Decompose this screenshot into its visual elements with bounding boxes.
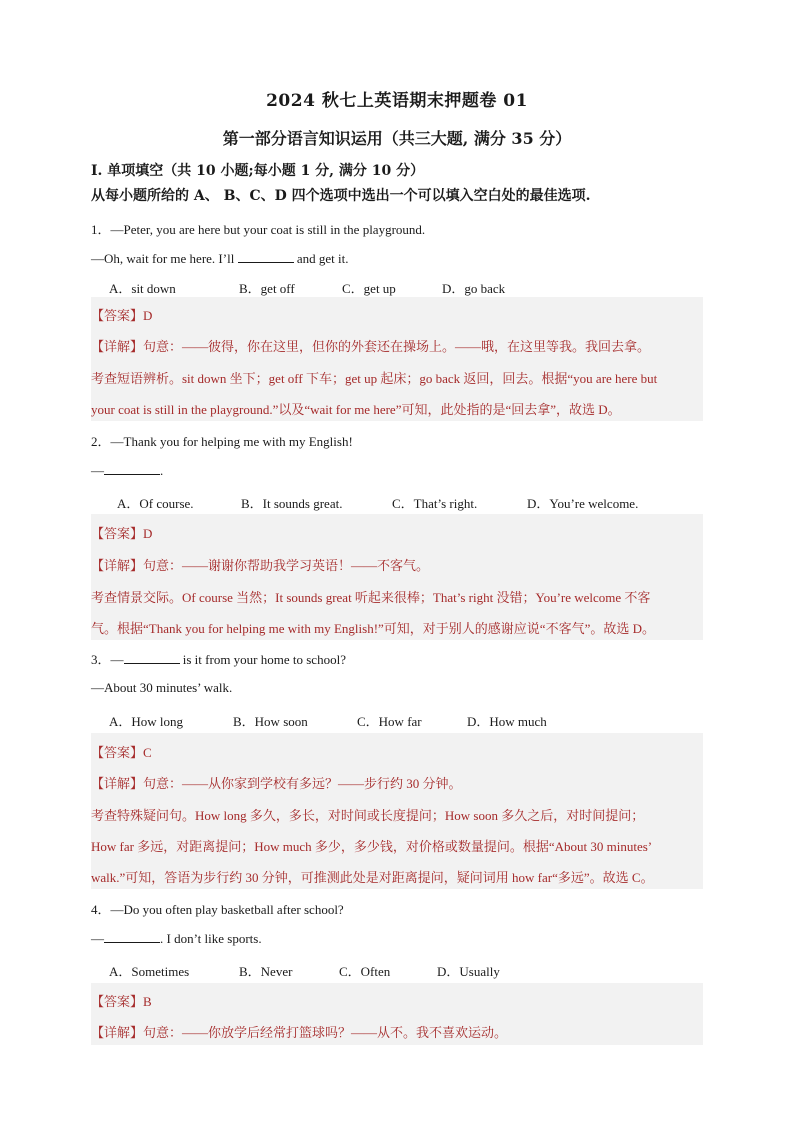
question-4-explain-1: 【详解】句意：——你放学后经常打篮球吗？——从不。我不喜欢运动。 (91, 1025, 508, 1040)
question-4-answer: 【答案】B (91, 994, 152, 1009)
question-3-answer: 【答案】C (91, 745, 152, 760)
question-2-reply-pre: — (91, 463, 104, 478)
question-1-reply-post: and get it. (293, 251, 349, 266)
question-2-reply-post: . (160, 463, 164, 478)
question-2-answer: 【答案】D (91, 526, 153, 541)
question-3-explain-1: 【详解】句意：——从你家到学校有多远？——步行约 30 分钟。 (91, 776, 462, 791)
question-1-reply (91, 250, 348, 267)
question-4-option-b: B．Never (239, 964, 293, 979)
question-3-explain-4: walk.”可知，答语为步行约 30 分钟，可推测此处是对距离提问，疑问词用 how far“多远”。故选 C。 (91, 870, 654, 885)
question-1-explain-3: your coat is still in the playground.”以及“wait for me here”可知，此处指的是“回去拿”，故选 D。 (91, 402, 621, 417)
question-4-option-a: A．Sometimes (109, 964, 190, 979)
part-heading: 第一部分语言知识运用（共三大题, 满分 35 分） (222, 129, 572, 148)
question-4-option-d: D．Usually (437, 964, 500, 979)
answer-blank (124, 651, 180, 664)
instruction-text: 从每小题所给的 A、 B、C、D 四个选项中选出一个可以填入空白处的最佳选项. (91, 188, 591, 204)
question-3-option-c: C．How far (357, 714, 422, 729)
question-4-reply-pre: — (91, 931, 104, 946)
question-4-reply-post: . I don’t like sports. (160, 931, 262, 946)
exam-title: 2024 秋七上英语期末押题卷 01 (266, 91, 528, 111)
answer-blank (104, 462, 160, 475)
question-2-explain-3: 气。根据“Thank you for helping me with my English!”可知，对于别人的感谢应说“不客气”。故选 D。 (91, 621, 655, 636)
question-2-stem: 2．—Thank you for helping me with my English! (91, 434, 353, 449)
question-1-option-a: A．sit down (109, 281, 176, 296)
question-3-stem-post: is it from your home to school? (179, 652, 346, 667)
question-1-answer: 【答案】D (91, 308, 153, 323)
question-4-reply (91, 930, 262, 947)
question-3-option-d: D．How much (467, 714, 547, 729)
question-3-stem-pre: 3．— (91, 652, 124, 667)
question-4-stem: 4．—Do you often play basketball after school? (91, 902, 344, 917)
question-2-reply (91, 462, 163, 479)
section-heading: I. 单项填空（共 10 小题;每小题 1 分, 满分 10 分） (91, 163, 425, 179)
question-1-option-c: C．get up (342, 281, 396, 296)
question-3-explain-3: How far 多远，对距离提问；How much 多少，多少钱，对价格或数量提问。根据“About 30 minutes’ (91, 839, 653, 854)
question-4-option-c: C．Often (339, 964, 391, 979)
question-3-option-b: B．How soon (233, 714, 308, 729)
question-3-reply: —About 30 minutes’ walk. (91, 680, 233, 695)
answer-blank (238, 250, 294, 263)
question-3-stem (91, 649, 346, 668)
question-3-explain-2: 考查特殊疑问句。How long 多久，多长，对时间或长度提问；How soon 多久之后，对时间提问； (91, 808, 645, 823)
question-2-option-b: B．It sounds great. (241, 496, 343, 511)
answer-blank (104, 930, 160, 943)
question-1-explain-2: 考查短语辨析。sit down 坐下；get off 下车；get up 起床；go back 返回，回去。根据“you are here but (91, 371, 658, 386)
question-1-explain-1: 【详解】句意：——彼得，你在这里，但你的外套还在操场上。——哦，在这里等我。我回去拿。 (91, 339, 651, 354)
question-1-stem: 1．—Peter, you are here but your coat is still in the playground. (91, 222, 426, 237)
question-1-reply-pre: —Oh, wait for me here. I’ll (91, 251, 238, 266)
question-2-option-d: D．You’re welcome. (527, 496, 639, 511)
question-2-option-a: A．Of course. (117, 496, 194, 511)
question-2-explain-2: 考查情景交际。Of course 当然；It sounds great 听起来很棒；That’s right 没错；You’re welcome 不客 (91, 590, 651, 605)
question-1-option-d: D．go back (442, 281, 506, 296)
question-3-option-a: A．How long (109, 714, 184, 729)
question-1-option-b: B．get off (239, 281, 295, 296)
question-2-option-c: C．That’s right. (392, 496, 478, 511)
question-2-explain-1: 【详解】句意：——谢谢你帮助我学习英语！——不客气。 (91, 558, 430, 573)
